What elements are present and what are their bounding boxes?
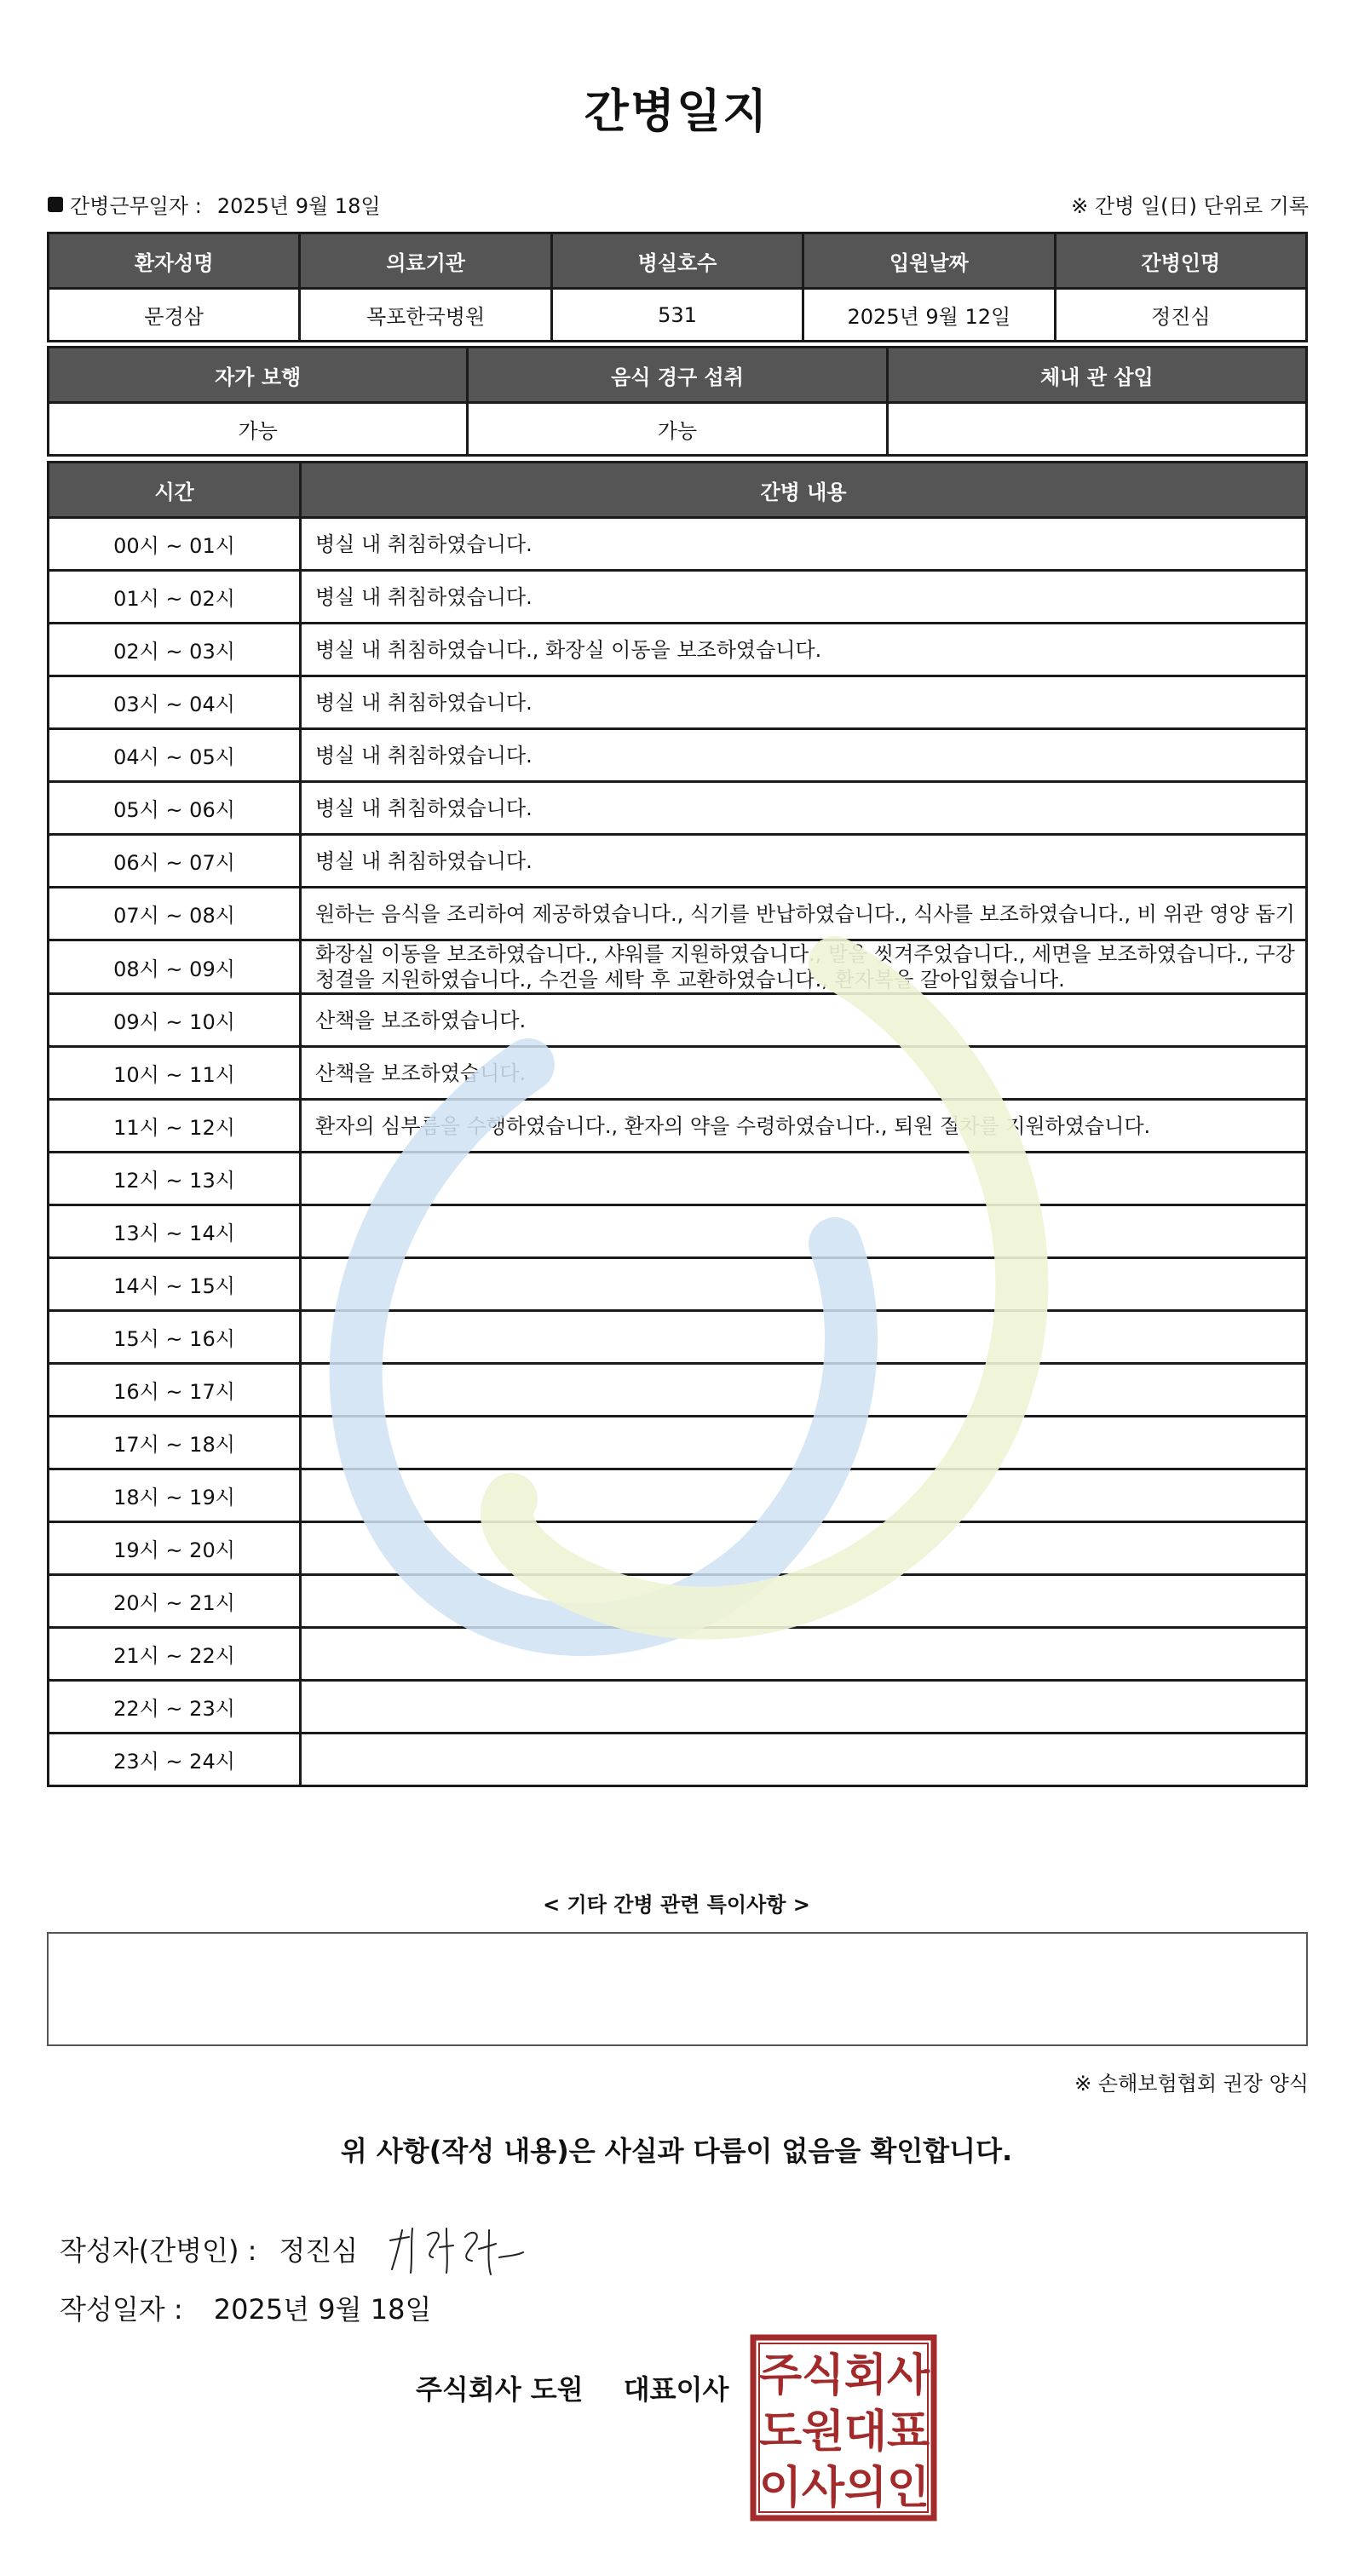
- table-row: [49, 782, 1307, 835]
- log-time: 05시 ~ 06시: [49, 782, 301, 835]
- log-content: [301, 1469, 1307, 1522]
- log-time: 06시 ~ 07시: [49, 835, 301, 888]
- log-time: 03시 ~ 04시: [49, 676, 301, 729]
- log-time: 20시 ~ 21시: [49, 1575, 301, 1628]
- header-walking: 자가 보행: [49, 348, 468, 403]
- record-unit-note: ※ 간병 일(日) 단위로 기록: [1071, 194, 1309, 218]
- log-time: 21시 ~ 22시: [49, 1628, 301, 1681]
- notes-title: < 기타 간병 관련 특이사항 >: [543, 1893, 810, 1917]
- writer-line: [60, 2222, 528, 2276]
- care-log-table: [47, 461, 1308, 1787]
- table-row: [49, 1417, 1307, 1469]
- seal-character: 표: [886, 2406, 930, 2458]
- log-content: 병실 내 취침하였습니다., 화장실 이동을 보조하였습니다.: [301, 624, 1307, 676]
- seal-character: 대: [843, 2406, 888, 2458]
- log-time: 02시 ~ 03시: [49, 624, 301, 676]
- log-time: 11시 ~ 12시: [49, 1100, 301, 1153]
- seal-character: 도: [758, 2406, 803, 2458]
- written-date: [60, 2288, 431, 2327]
- log-time: 08시 ~ 09시: [49, 940, 301, 994]
- log-content: 병실 내 취침하였습니다.: [301, 729, 1307, 782]
- care-log-rows: [49, 518, 1307, 1786]
- log-content: [301, 1205, 1307, 1258]
- header-oral-intake: 음식 경구 섭취: [468, 348, 887, 403]
- table-row: [49, 1205, 1307, 1258]
- log-content: [301, 1628, 1307, 1681]
- table-row: [49, 1258, 1307, 1311]
- header-content: 간병 내용: [301, 463, 1307, 518]
- seal-character: 이: [758, 2463, 803, 2514]
- header-admission-date: 입원날짜: [803, 233, 1055, 289]
- patient-info-table: [47, 232, 1308, 342]
- patient-name: 문경삼: [49, 289, 300, 342]
- seal-character: 주: [758, 2350, 803, 2401]
- header-room: 병실호수: [551, 233, 803, 289]
- seal-character: 식: [801, 2350, 845, 2401]
- log-content: 병실 내 취침하였습니다.: [301, 676, 1307, 729]
- log-content: [301, 1311, 1307, 1364]
- table-row: [49, 1522, 1307, 1575]
- table-row: [49, 888, 1307, 940]
- work-date-value: 2025년 9월 18일: [216, 194, 381, 218]
- confirmation-statement: 위 사항(작성 내용)은 사실과 다름이 없음을 확인합니다.: [340, 2135, 1013, 2167]
- signature-icon: [383, 2222, 528, 2276]
- seal-character: 의: [843, 2463, 888, 2514]
- tube-status: [887, 403, 1306, 456]
- table-row: [49, 1100, 1307, 1153]
- log-time: 12시 ~ 13시: [49, 1153, 301, 1205]
- company-seal-icon: [750, 2334, 937, 2521]
- hospital-name: 목포한국병원: [300, 289, 551, 342]
- log-time: 07시 ~ 08시: [49, 888, 301, 940]
- log-content: [301, 1734, 1307, 1786]
- patient-status-table: [47, 346, 1308, 457]
- log-time: 01시 ~ 02시: [49, 571, 301, 624]
- table-row: [49, 1364, 1307, 1417]
- log-content: 병실 내 취침하였습니다.: [301, 782, 1307, 835]
- log-time: 16시 ~ 17시: [49, 1364, 301, 1417]
- table-row: [49, 1628, 1307, 1681]
- admission-date: 2025년 9월 12일: [803, 289, 1055, 342]
- table-row: [49, 729, 1307, 782]
- caregiver-name: 정진심: [1055, 289, 1306, 342]
- log-time: 19시 ~ 20시: [49, 1522, 301, 1575]
- log-time: 09시 ~ 10시: [49, 994, 301, 1047]
- walking-status: 가능: [49, 403, 468, 456]
- table-row: [49, 994, 1307, 1047]
- table-row: [49, 1311, 1307, 1364]
- seal-character: 사: [801, 2463, 845, 2514]
- table-row: [49, 624, 1307, 676]
- log-content: 병실 내 취침하였습니다.: [301, 518, 1307, 571]
- seal-character: 원: [801, 2406, 845, 2458]
- table-row: [49, 835, 1307, 888]
- room-number: 531: [551, 289, 803, 342]
- oral-intake-status: 가능: [468, 403, 887, 456]
- table-row: [49, 1575, 1307, 1628]
- table-row: [49, 1153, 1307, 1205]
- log-time: 04시 ~ 05시: [49, 729, 301, 782]
- log-time: 13시 ~ 14시: [49, 1205, 301, 1258]
- association-note: ※ 손해보험협회 권장 양식: [1074, 2072, 1309, 2096]
- log-content: 병실 내 취침하였습니다.: [301, 571, 1307, 624]
- log-time: 14시 ~ 15시: [49, 1258, 301, 1311]
- seal-character: 회: [843, 2350, 888, 2401]
- log-content: 원하는 음식을 조리하여 제공하였습니다., 식기를 반납하였습니다., 식사를 보조하였습니다., 비 위관 영양 돕기: [301, 888, 1307, 940]
- log-time: 22시 ~ 23시: [49, 1681, 301, 1734]
- seal-character: 인: [886, 2463, 930, 2514]
- table-row: [49, 1047, 1307, 1100]
- table-row: [49, 676, 1307, 729]
- log-time: 18시 ~ 19시: [49, 1469, 301, 1522]
- header-hospital: 의료기관: [300, 233, 551, 289]
- work-date: [48, 189, 381, 219]
- header-tube: 체내 관 삽입: [887, 348, 1306, 403]
- page-title: 간병일지: [584, 84, 769, 138]
- log-content: 화장실 이동을 보조하였습니다., 샤워를 지원하였습니다., 발을 씻겨주었습니다., 세면을 보조하였습니다., 구강청결을 지원하였습니다., 수건을 세탁 후 교환하였습니다., 환자복을 갈아입혔습니다.: [301, 940, 1307, 994]
- writer-label: 작성자(간병인) :: [60, 2234, 257, 2267]
- table-row: [49, 1681, 1307, 1734]
- log-content: [301, 1153, 1307, 1205]
- notes-box: [47, 1932, 1308, 2046]
- log-content: [301, 1575, 1307, 1628]
- table-row: [49, 940, 1307, 994]
- company-line: [416, 2368, 728, 2407]
- header-time: 시간: [49, 463, 301, 518]
- log-content: [301, 1522, 1307, 1575]
- log-time: 00시 ~ 01시: [49, 518, 301, 571]
- table-row: [49, 571, 1307, 624]
- log-time: 23시 ~ 24시: [49, 1734, 301, 1786]
- written-date-label: 작성일자 :: [60, 2293, 183, 2326]
- company-rep-title: 대표이사: [623, 2373, 729, 2406]
- work-date-label: 간병근무일자 :: [70, 194, 202, 218]
- log-content: 산책을 보조하였습니다.: [301, 994, 1307, 1047]
- writer-name: 정진심: [279, 2234, 359, 2267]
- log-time: 10시 ~ 11시: [49, 1047, 301, 1100]
- table-row: [49, 518, 1307, 571]
- seal-character: 사: [886, 2350, 930, 2401]
- log-content: 환자의 심부름을 수행하였습니다., 환자의 약을 수령하였습니다., 퇴원 절차를 지원하였습니다.: [301, 1100, 1307, 1153]
- log-content: 산책을 보조하였습니다.: [301, 1047, 1307, 1100]
- log-time: 17시 ~ 18시: [49, 1417, 301, 1469]
- table-row: [49, 1734, 1307, 1786]
- company-name: 주식회사 도원: [416, 2373, 584, 2406]
- log-content: [301, 1364, 1307, 1417]
- log-time: 15시 ~ 16시: [49, 1311, 301, 1364]
- header-patient-name: 환자성명: [49, 233, 300, 289]
- table-row: [49, 1469, 1307, 1522]
- log-content: [301, 1258, 1307, 1311]
- header-caregiver: 간병인명: [1055, 233, 1306, 289]
- log-content: 병실 내 취침하였습니다.: [301, 835, 1307, 888]
- written-date-value: 2025년 9월 18일: [213, 2293, 432, 2326]
- log-content: [301, 1681, 1307, 1734]
- bullet-square-icon: [48, 197, 63, 212]
- log-content: [301, 1417, 1307, 1469]
